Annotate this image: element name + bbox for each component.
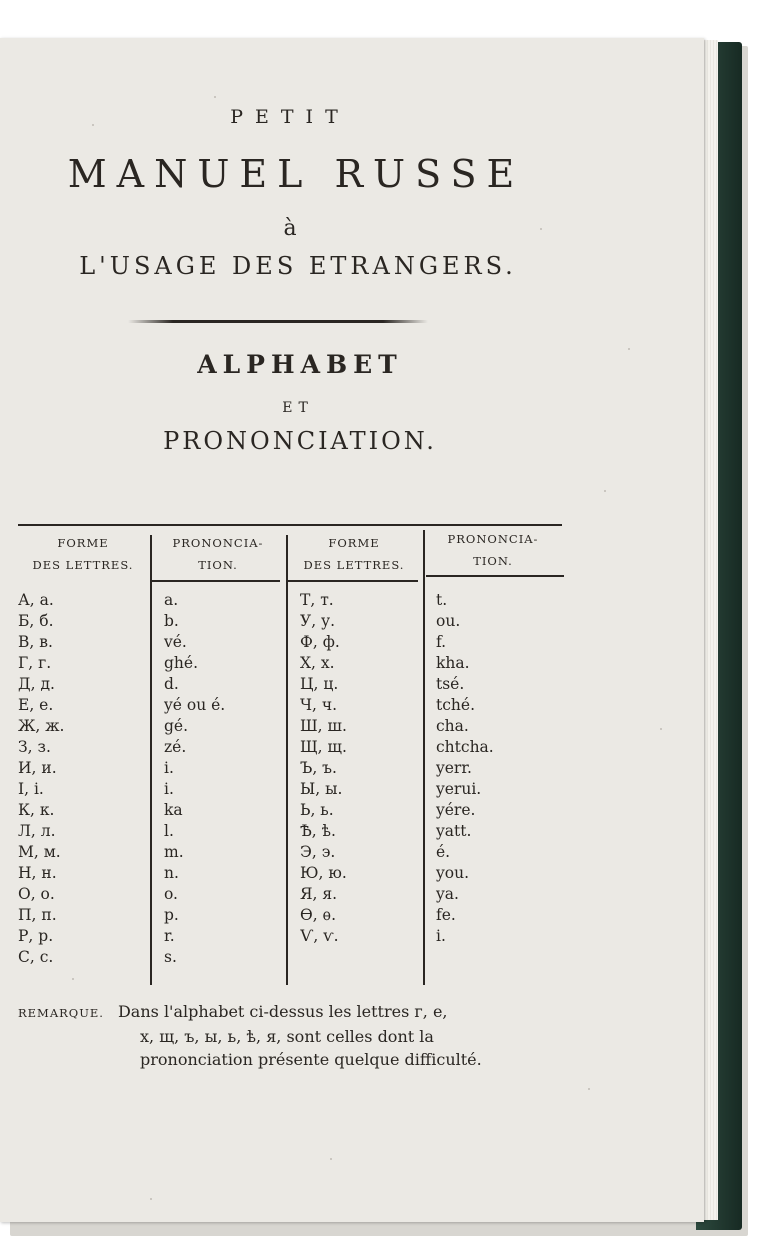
pronunciation-cell: tché.: [436, 696, 475, 714]
title-manuel-russe: MANUEL RUSSE: [67, 152, 525, 196]
pronunciation-cell: tsé.: [436, 675, 465, 693]
pronunciation-cell: i.: [164, 759, 174, 777]
letter-cell: З, з.: [18, 738, 51, 756]
letter-cell: Н, н.: [18, 864, 57, 882]
pronunciation-cell: ka: [164, 801, 183, 819]
column-letters-right: [300, 590, 347, 947]
pronunciation-cell: you.: [436, 864, 469, 882]
pronunciation-cell: ou.: [436, 612, 461, 630]
paper-fleck: [330, 1158, 332, 1160]
letter-cell: Ю, ю.: [300, 864, 347, 882]
letter-cell: Х, х.: [300, 654, 335, 672]
remark-line-3: prononciation présente quelque difficulté.: [140, 1050, 482, 1069]
pronunciation-cell: yé ou é.: [164, 696, 226, 714]
letter-cell: І, і.: [18, 780, 44, 798]
header-forme-1: FORME DES LETTRES.: [32, 536, 134, 572]
ornamental-rule: [128, 320, 428, 323]
pronunciation-cell: yerr.: [436, 759, 472, 777]
pronunciation-cell: cha.: [436, 717, 469, 735]
letter-cell: К, к.: [18, 801, 55, 819]
section-et: ET: [282, 400, 314, 416]
column-divider: [286, 535, 288, 985]
pronunciation-cell: ya.: [436, 885, 459, 903]
pronunciation-cell: m.: [164, 843, 184, 861]
pronunciation-cell: zé.: [164, 738, 187, 756]
letter-cell: Э, э.: [300, 843, 336, 861]
pronunciation-cell: n.: [164, 864, 179, 882]
letter-cell: О, о.: [18, 885, 55, 903]
letter-cell: Ь, ь.: [300, 801, 334, 819]
column-letters-left: [18, 590, 64, 968]
pronunciation-cell: l.: [164, 822, 174, 840]
pronunciation-cell: gé.: [164, 717, 189, 735]
header-prononciation-2: PRONONCIA- TION.: [447, 532, 539, 568]
letter-cell: У, у.: [300, 612, 336, 630]
letter-cell: Б, б.: [18, 612, 54, 630]
pronunciation-cell: d.: [164, 675, 179, 693]
column-divider: [423, 530, 425, 985]
paper-fleck: [588, 1088, 590, 1090]
column-pronunciation-left: [164, 590, 225, 968]
letter-cell: Ѣ, ѣ.: [300, 822, 336, 840]
pronunciation-cell: i.: [436, 927, 446, 945]
letter-cell: Ѵ, ѵ.: [300, 927, 339, 945]
letter-cell: М, м.: [18, 843, 61, 861]
letter-cell: Щ, щ.: [300, 738, 347, 756]
letter-cell: Д, д.: [18, 675, 55, 693]
remark-line-2: х, щ, ъ, ы, ь, ѣ, я, sont celles dont la: [140, 1027, 434, 1046]
pronunciation-cell: o.: [164, 885, 178, 903]
letter-cell: Ж, ж.: [18, 717, 65, 735]
paper-fleck: [214, 96, 216, 98]
table-top-rule: [18, 524, 562, 526]
letter-cell: Ф, ф.: [300, 633, 340, 651]
column-divider: [150, 535, 152, 985]
letter-cell: А, а.: [18, 591, 54, 609]
letter-cell: В, в.: [18, 633, 53, 651]
letter-cell: Ѳ, ѳ.: [300, 906, 337, 924]
remark-line-1: Dans l'alphabet ci-dessus les lettres г, е,: [117, 1002, 448, 1021]
title-usage: L'USAGE DES ETRANGERS.: [79, 252, 517, 280]
header-underline: [288, 580, 418, 582]
pronunciation-cell: yerui.: [436, 780, 482, 798]
letter-cell: Ч, ч.: [300, 696, 338, 714]
pronunciation-cell: yére.: [436, 801, 476, 819]
header-forme-2: FORME DES LETTRES.: [303, 536, 405, 572]
letter-cell: Л, л.: [18, 822, 56, 840]
header-prononciation-1: PRONONCIA- TION.: [172, 536, 264, 572]
section-alphabet: ALPHABET: [197, 350, 403, 379]
header-underline: [152, 580, 280, 582]
letter-cell: И, и.: [18, 759, 57, 777]
paper-fleck: [604, 490, 606, 492]
pronunciation-cell: yatt.: [436, 822, 472, 840]
remark-paragraph: [18, 1000, 578, 1071]
pronunciation-cell: vé.: [164, 633, 187, 651]
letter-cell: Ъ, ъ.: [300, 759, 337, 777]
letter-cell: С, с.: [18, 948, 54, 966]
section-prononciation: PRONONCIATION.: [163, 427, 437, 455]
pronunciation-cell: r.: [164, 927, 175, 945]
letter-cell: Ш, ш.: [300, 717, 347, 735]
title-petit: PETIT: [230, 106, 350, 128]
pronunciation-cell: é.: [436, 843, 451, 861]
paper-fleck: [72, 978, 74, 980]
pronunciation-cell: fe.: [436, 906, 456, 924]
pronunciation-cell: s.: [164, 948, 177, 966]
pronunciation-cell: chtcha.: [436, 738, 494, 756]
header-underline: [426, 575, 564, 577]
paper-fleck: [150, 1198, 152, 1200]
pronunciation-cell: i.: [164, 780, 174, 798]
letter-cell: Е, е.: [18, 696, 54, 714]
pronunciation-cell: p.: [164, 906, 179, 924]
pronunciation-cell: a.: [164, 591, 179, 609]
pronunciation-cell: f.: [436, 633, 447, 651]
letter-cell: Т, т.: [300, 591, 334, 609]
pronunciation-cell: t.: [436, 591, 448, 609]
paper-fleck: [660, 728, 662, 730]
letter-cell: Ц, ц.: [300, 675, 339, 693]
letter-cell: Р, р.: [18, 927, 54, 945]
title-a: à: [283, 216, 297, 241]
pronunciation-cell: ghé.: [164, 654, 199, 672]
letter-cell: Г, г.: [18, 654, 52, 672]
letter-cell: П, п.: [18, 906, 57, 924]
remark-label: REMARQUE.: [18, 1006, 104, 1020]
pronunciation-cell: kha.: [436, 654, 470, 672]
pronunciation-cell: b.: [164, 612, 179, 630]
letter-cell: Я, я.: [300, 885, 338, 903]
paper-fleck: [628, 348, 630, 350]
letter-cell: Ы, ы.: [300, 780, 343, 798]
column-pronunciation-right: [436, 590, 494, 947]
